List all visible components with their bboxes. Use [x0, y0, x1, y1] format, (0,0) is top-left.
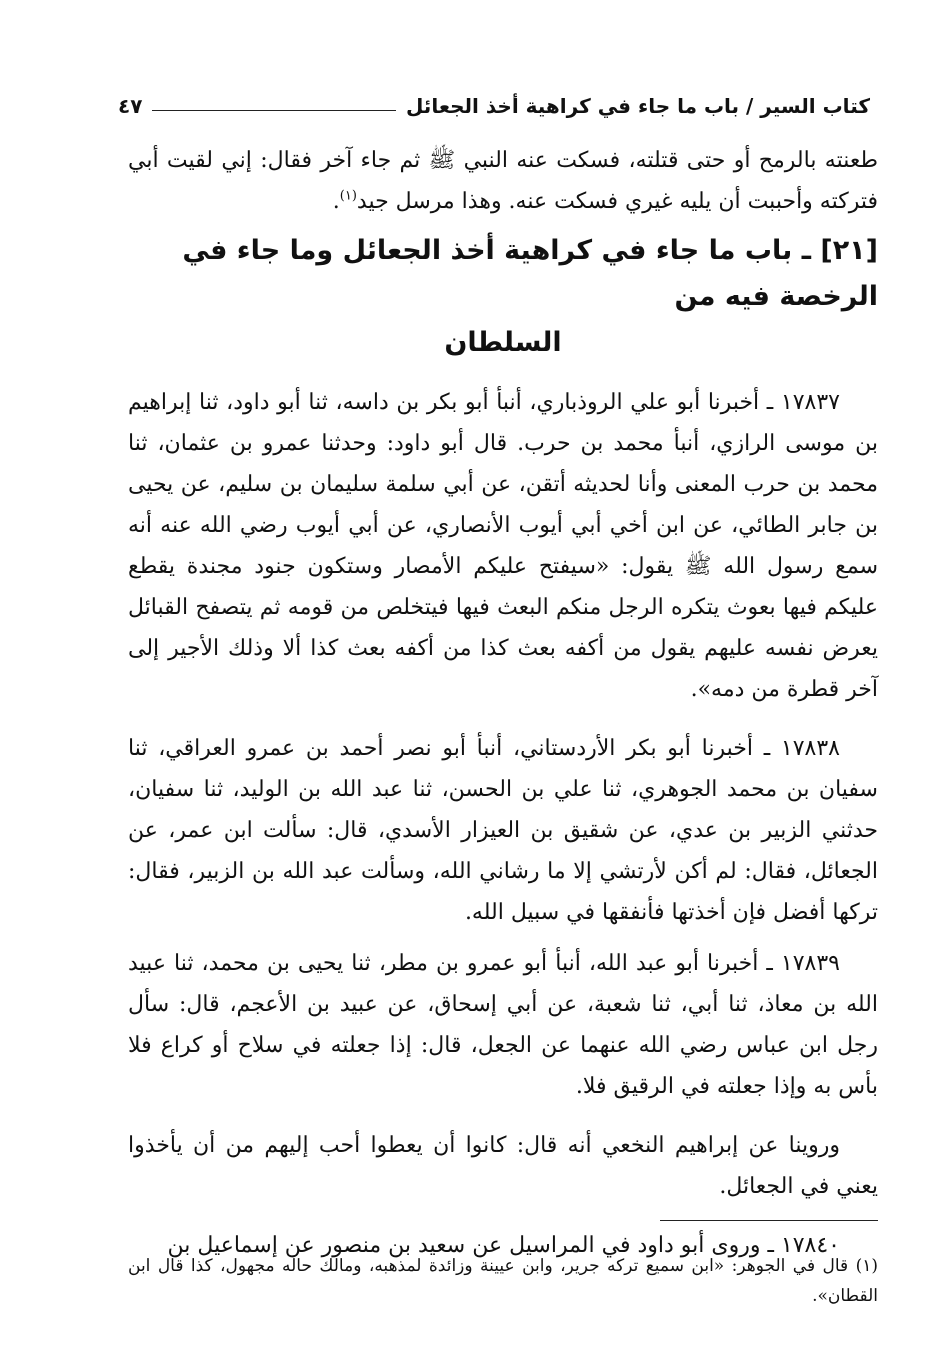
- continuation-end: .: [332, 189, 340, 214]
- continuation-paragraph: [128, 140, 878, 222]
- hadith-17837: ١٧٨٣٧ ـ أخبرنا أبو علي الروذباري، أنبأ أبو بكر بن داسه، ثنا أبو داود، ثنا إبراهيم بن موسى الرازي، أنبأ محمد بن حرب. قال أبو داود: وحدثنا عمرو بن عثمان، ثنا محمد بن حرب المعنى وأنا لحديثه أتقن، عن أبي سلمة سليمان بن سليم، عن يحيى بن جابر الطائي، عن ابن أخي أبي أيوب الأنصاري، عن أبي أيوب رضي الله عنه أنه سمع رسول الله ﷺ يقول: «سيفتح عليكم الأمصار وستكون جنود مجندة يقطع عليكم فيها بعوث يتكره الرجل منكم البعث فيها فيتخلص من قومه ثم يتصفح القبائل يعرض نفسه عليهم يقول من أكفه بعث كذا من أكفه بعث كذا ألا وذلك الأجير إلى آخر قطرة من دمه».: [128, 390, 878, 702]
- page-body: [128, 140, 878, 1266]
- header-rule: [152, 110, 396, 111]
- hadith-17840: ١٧٨٤٠ ـ وروى أبو داود في المراسيل عن سعيد بن منصور عن إسماعيل بن: [167, 1233, 840, 1258]
- footnote-1: (١) قال في الجوهر: «ابن سميع تركه جرير، وابن عيينة وزائدة لمذهبه، ومالك حاله مجهول، كذا قال ابن القطان».: [128, 1256, 878, 1306]
- narration-paragraph: وروينا عن إبراهيم النخعي أنه قال: كانوا أن يعطوا أحب إليهم من أن يأخذوا يعني في الجعائل.: [128, 1133, 878, 1199]
- continuation-text: طعنته بالرمح أو حتى قتلته، فسكت عنه النبي ﷺ ثم جاء آخر فقال: إني لقيت أبي فتركته وأحببت أن يليه غيري فسكت عنه. وهذا مرسل جيد: [128, 148, 878, 214]
- chapter-heading: [128, 228, 878, 366]
- chapter-heading-line2: السلطان: [444, 327, 562, 358]
- hadith-17838: ١٧٨٣٨ ـ أخبرنا أبو بكر الأردستاني، أنبأ أبو نصر أحمد بن عمرو العراقي، ثنا سفيان بن محمد الجوهري، ثنا علي بن الحسن، ثنا عبد الله بن الوليد، ثنا سفيان، حدثني الزبير بن عدي، عن شقيق بن العيزار الأسدي، قال: سألت ابن عمر، عن الجعائل، فقال: لم أكن لأرتشي إلا ما رشاني الله، وسألت عبد الله بن الزبير، فقال: تركها أفضل فإن أخذتها فأنفقها في سبيل الله.: [128, 736, 878, 925]
- chapter-heading-line1: [٢١] ـ باب ما جاء في كراهية أخذ الجعائل وما جاء في الرخصة فيه من: [182, 235, 878, 312]
- page-number: ٤٧: [118, 94, 143, 118]
- hadith-17839: ١٧٨٣٩ ـ أخبرنا أبو عبد الله، أنبأ أبو عمرو بن مطر، ثنا يحيى بن محمد، ثنا عبيد الله بن معاذ، ثنا أبي، ثنا شعبة، عن أبي إسحاق، عن عبيد بن الأعجم، قال: سأل رجل ابن عباس رضي الله عنهما عن الجعل، قال: إذا جعلته في سلاح أو كراع فلا بأس به وإذا جعلته في الرقيق فلا.: [128, 951, 878, 1099]
- header-title: كتاب السير / باب ما جاء في كراهية أخذ الجعائل: [405, 94, 870, 118]
- footnote-reference: (١): [339, 188, 357, 204]
- running-header: [118, 88, 870, 124]
- footnote-divider: [660, 1220, 878, 1221]
